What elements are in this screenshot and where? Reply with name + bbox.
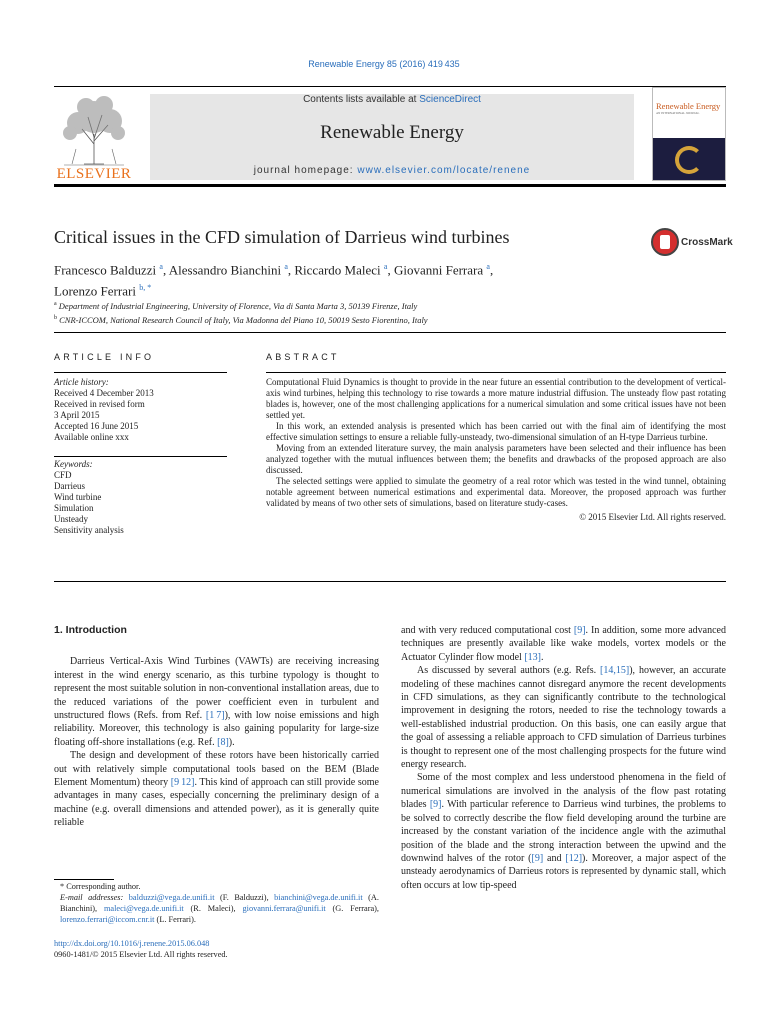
abstract-heading: ABSTRACT	[266, 352, 340, 362]
author-affil-sup[interactable]: b, *	[139, 283, 152, 293]
citation-link[interactable]: [9]	[531, 852, 544, 864]
keyword: Sensitivity analysis	[54, 525, 124, 535]
affil-text: Department of Industrial Engineering, University of Florence, Via di Santa Marta 3, 50139 Firenze, Italy	[58, 300, 418, 311]
keywords	[54, 459, 234, 536]
author-name[interactable]: Alessandro Bianchini	[168, 262, 282, 278]
email-link[interactable]: giovanni.ferrara@unifi.it	[242, 904, 326, 913]
body-separator-rule	[54, 581, 726, 582]
history-label: Article history:	[54, 377, 109, 387]
author-list: Francesco Balduzzi $^a$, Alessandro Bianchini $^a$, Riccardo Maleci $^a$, Giovanni Ferrara $^a$, Lorenzo Ferrari $^{b, *}$	[54, 262, 494, 299]
abstract-body	[266, 377, 726, 523]
history-item: Available online xxx	[54, 432, 129, 442]
text-run: As discussed by several authors (e.g. Refs.	[417, 665, 601, 677]
keyword: CFD	[54, 470, 72, 480]
header-bottom-rule	[54, 184, 726, 187]
crossmark-icon	[651, 228, 679, 256]
text-run: Some of the most complex and less understood phenomena in the field of numerical simulations are involved in the analysis of the flow past rotating blades	[401, 772, 726, 811]
journal-homepage	[150, 165, 634, 176]
affil-marker: b	[54, 314, 57, 321]
email-link[interactable]: maleci@vega.de.unifi.it	[103, 904, 184, 913]
author-affil-sup[interactable]: a	[159, 262, 163, 271]
body-paragraph	[401, 624, 726, 664]
section-heading: 1. Introduction	[54, 624, 127, 636]
homepage-link[interactable]: www.elsevier.com/locate/renene	[357, 165, 531, 176]
affil-text: CNR-ICCOM, National Research Council of Italy, Via Madonna del Piano 10, 50019 Sesto Fiorentino, Italy	[59, 314, 428, 325]
header-top-rule	[54, 86, 726, 87]
author-affil-sup[interactable]: a	[284, 262, 288, 271]
author-affil-sup[interactable]: a	[486, 262, 490, 271]
abstract-rule	[266, 372, 726, 373]
text-run: Darrieus Vertical-Axis Wind Turbines (VAWTs) are receiving increasing interest in the wind energy scenario, as this turbine typology is thought to represent the most suitable solution in non-conventional installation areas, due to the reduced variations of the power coefficient even in turbulent and unstructured flows (Refs. from Ref.	[54, 656, 379, 722]
text-run: and	[543, 852, 566, 864]
body-column-right	[401, 624, 726, 892]
cover-emblem-icon	[675, 146, 703, 174]
crossmark-badge[interactable]	[651, 228, 733, 256]
homepage-prefix: journal homepage:	[253, 165, 358, 176]
body-paragraph	[401, 771, 726, 892]
citation-link[interactable]: [9 12]	[170, 777, 195, 789]
contents-prefix: Contents lists available at	[303, 94, 420, 105]
email-owner: (A. Bianchini),	[60, 893, 380, 913]
author-name[interactable]: Riccardo Maleci	[294, 262, 381, 278]
email-addresses	[54, 892, 379, 925]
footnote-rule	[54, 879, 114, 880]
text-run: and with very reduced computational cost	[401, 625, 574, 636]
abstract-paragraph: Computational Fluid Dynamics is thought to provide in the near future an essential contribution to the development of vertical-axis wind turbines, helping this technology to rise towards a more mature industrial diffusion. The unsteady flow past rotating blades is, however, one of the most challenging applications for a numerical simulation and some critical issues have not been settled yet.	[266, 377, 726, 420]
cover-title: Renewable Energy	[656, 101, 721, 111]
email-link[interactable]: bianchini@vega.de.unifi.it	[274, 893, 363, 902]
text-run: ). Moreover, a major aspect of the unsteady aerodynamics of Darrieus rotors is represented by dynamic stall, which often occurs at low tip-speed	[401, 852, 726, 891]
email-link[interactable]: balduzzi@vega.de.unifi.it	[128, 893, 215, 902]
keyword: Wind turbine	[54, 492, 102, 502]
author-name[interactable]: Lorenzo Ferrari	[54, 283, 136, 299]
email-owner: (R. Maleci),	[183, 904, 243, 913]
text-run: . In addition, some more advanced techniques are presently available like wake models, vortex models or the Actuator Cylinder flow model	[401, 625, 726, 663]
footnote	[54, 881, 379, 925]
body-paragraph	[54, 655, 379, 749]
keyword: Simulation	[54, 503, 94, 513]
citation-link[interactable]: [8]	[217, 736, 229, 748]
article-history	[54, 377, 234, 443]
email-link[interactable]: lorenzo.ferrari@iccom.cnr.it	[60, 915, 155, 924]
email-label: E-mail addresses:	[60, 893, 124, 902]
text-run: ), however, an accurate modeling of these machines cannot disregard anymore the recent developments in CFD simulations, as they can significantly contribute to the technological improvement in designing the rotors, needed to rise the technology towards a well-established industrial production. On this basis, one can easily argue that the goal of assessing a reliable approach to CFD simulation of Darrieus turbines is thought to represent one of the most challenging prospects for the future wind energy research.	[401, 665, 726, 771]
text-run: ).	[228, 736, 235, 748]
doi-block	[54, 938, 228, 960]
email-owner: (L. Ferrari).	[154, 915, 196, 924]
issn-line: 0960-1481/© 2015 Elsevier Ltd. All rights reserved.	[54, 950, 228, 959]
affiliations	[54, 298, 428, 326]
corresponding-author-note: * Corresponding author.	[60, 882, 141, 891]
history-item: Received in revised form	[54, 399, 145, 409]
author-affil-sup[interactable]: a	[383, 262, 388, 271]
email-owner: (F. Balduzzi),	[214, 893, 275, 902]
keywords-rule	[54, 456, 227, 457]
keywords-label: Keywords:	[54, 459, 93, 469]
body-paragraph	[54, 749, 379, 829]
journal-citation[interactable]: Renewable Energy 85 (2016) 419 435	[308, 59, 460, 69]
abstract-copyright: © 2015 Elsevier Ltd. All rights reserved.	[579, 512, 726, 522]
abstract-paragraph: In this work, an extended analysis is presented which has been carried out with the final aim of identifying the most effective simulation settings to ensure a reliable fully-unsteady, two-dimensional simulation of an H-type Darrieus turbine.	[266, 421, 726, 442]
history-item: Accepted 16 June 2015	[54, 421, 139, 431]
author-name[interactable]: Francesco Balduzzi	[54, 262, 157, 278]
abstract-paragraph: The selected settings were applied to simulate the geometry of a real rotor which was tested in the wind tunnel, obtaining notable agreement between numerical estimations and experimental data. Moreover, the proposed approach was further validated by means of two other sets of simulations, based on literature study-cases.	[266, 476, 726, 508]
abstract-paragraph: Moving from an extended literature survey, the main analysis parameters have been selected and their influence has been analyzed together with the mutual influences between them; the benefits and drawbacks of the proposed approach are also discussed.	[266, 443, 726, 475]
section-rule	[54, 332, 726, 333]
citation-link[interactable]: [1 7]	[205, 710, 225, 722]
article-info-heading: ARTICLE INFO	[54, 352, 155, 362]
crossmark-label: CrossMark	[681, 236, 733, 248]
body-column-left	[54, 620, 379, 830]
history-item: Received 4 December 2013	[54, 388, 154, 398]
paper-title: Critical issues in the CFD simulation of Darrieus wind turbines	[54, 227, 510, 247]
journal-cover-thumbnail[interactable]	[652, 87, 726, 181]
author-name[interactable]: Giovanni Ferrara	[393, 262, 484, 278]
history-item: 3 April 2015	[54, 410, 100, 420]
text-run: . With particular reference to Darrieus wind turbines, the problems to be solved to correctly describe the flow field developing around the turbine are increased by the constant variation of the incidence angle with the azimuthal position of the blade and the strong interaction between the upwind and the downwind halves of the rotor (	[401, 799, 726, 864]
article-info-rule	[54, 372, 227, 373]
text-run: . This kind of approach can still provide some advantages in many cases, especially concerning the preliminary design of a machine (e.g. overall dimensions and attended power), as it is generally quite reliable	[54, 777, 379, 829]
email-owner: (G. Ferrara),	[325, 904, 380, 913]
keyword: Darrieus	[54, 481, 85, 491]
citation-link[interactable]: [13]	[524, 651, 541, 663]
elsevier-wordmark[interactable]: ELSEVIER	[56, 166, 132, 182]
body-paragraph	[401, 664, 726, 771]
text-run: ), with low noise emissions and high reliability. Moreover, this technology is also gaining popularity for large-size floating off-shore installations (e.g. Ref.	[54, 710, 379, 748]
sciencedirect-link[interactable]: ScienceDirect	[419, 94, 481, 105]
journal-title[interactable]: Renewable Energy	[320, 122, 464, 143]
citation-link[interactable]: [14,15]	[600, 665, 630, 677]
citation-link[interactable]: [9]	[573, 625, 586, 636]
affil-marker: a	[54, 301, 57, 307]
keyword: Unsteady	[54, 514, 88, 524]
contents-line	[150, 94, 634, 105]
cover-subtitle: AN INTERNATIONAL JOURNAL	[656, 111, 700, 116]
text-run: .	[540, 651, 544, 663]
citation-link[interactable]: [12]	[565, 852, 583, 864]
citation-link[interactable]: [9]	[429, 799, 442, 811]
doi-link[interactable]: http://dx.doi.org/10.1016/j.renene.2015.06.048	[54, 939, 210, 948]
affiliation-a	[54, 298, 428, 312]
affiliation-b	[54, 312, 428, 326]
text-run: The design and development of these rotors have been historically carried out with relatively simple computational tools based on the BEM (Blade Element Momentum) theory	[54, 750, 379, 789]
